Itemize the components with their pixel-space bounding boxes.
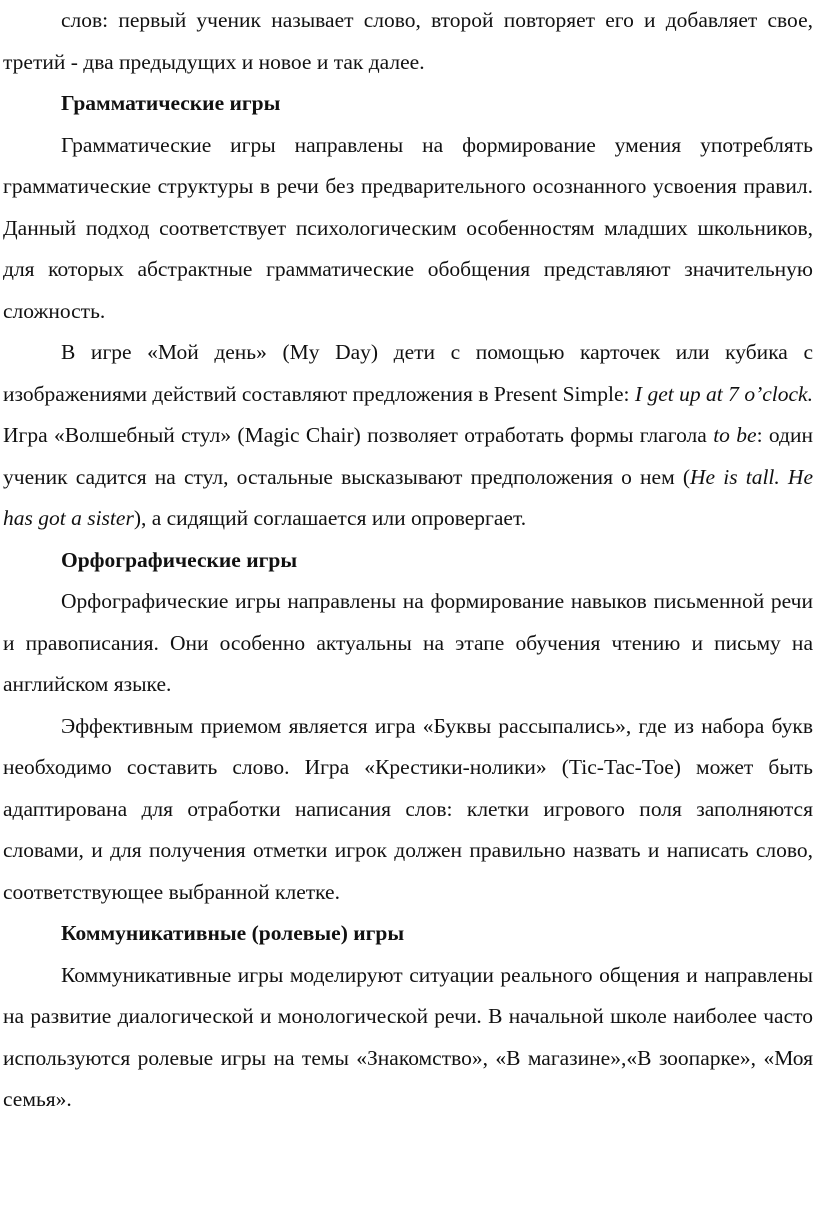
grammar-p2-text-c: : один ученик садится на стул, остальные высказывают предположения о нем ( <box>3 423 813 489</box>
communicative-paragraph-1: Коммуникативные игры моделируют ситуации реального общения и направлены на развитие диалогической и монологической речи. В начальной школе наиболее часто используются ролевые игры на темы «Знакомство», «В магазине»,«В зоопарке», «Моя семья». <box>3 962 813 1111</box>
grammar-p2-example-2: to be <box>713 423 757 447</box>
continuation-text: слов: первый ученик называет слово, второй повторяет его и добавляет свое, третий - два предыдущих и новое и так далее. <box>3 8 813 74</box>
grammar-p2-text-d: ), а сидящий соглашается или опровергает. <box>133 506 527 530</box>
orthography-paragraph-1: Орфографические игры направлены на формирование навыков письменной речи и правописания. Они особенно актуальны на этапе обучения чтению и письму на английском языке. <box>3 589 813 696</box>
grammar-paragraph-2 <box>3 332 813 540</box>
grammar-heading: Грамматические игры <box>61 91 281 115</box>
orthography-heading: Орфографические игры <box>61 547 298 572</box>
grammar-p2-example-3: He is tall. He has got a sister <box>3 464 813 530</box>
grammar-p2-text-a: В игре «Мой день» (My Day) дети с помощью карточек или кубика с изображениями действий составляют предложения в Present Simple: <box>3 340 813 406</box>
grammar-p2-example-1: I get up at 7 o’clock. <box>634 381 813 406</box>
grammar-p2-text-b: Игра «Волшебный стул» (Magic Chair) позволяет отработать формы глагола <box>3 423 714 447</box>
communicative-heading: Коммуникативные (ролевые) игры <box>61 921 405 945</box>
orthography-paragraph-2: Эффективным приемом является игра «Буквы рассыпались», где из набора букв необходимо составить слово. Игра «Крестики-нолики» (Tic-Tac-Toe) может быть адаптирована для отработки написания слов: клетки игрового поля заполняются словами, и для получения отметки игрок должен правильно назвать и написать слово, соответствующее выбранной клетке. <box>3 713 813 904</box>
continuation-paragraph <box>3 0 813 83</box>
grammar-paragraph-1: Грамматические игры направлены на формирование умения употреблять грамматические структуры в речи без предварительного осознанного усвоения правил. Данный подход соответствует психологическим особенностям младших школьников, для которых абстрактные грамматические обобщения представляют значительную сложность. <box>3 132 813 323</box>
